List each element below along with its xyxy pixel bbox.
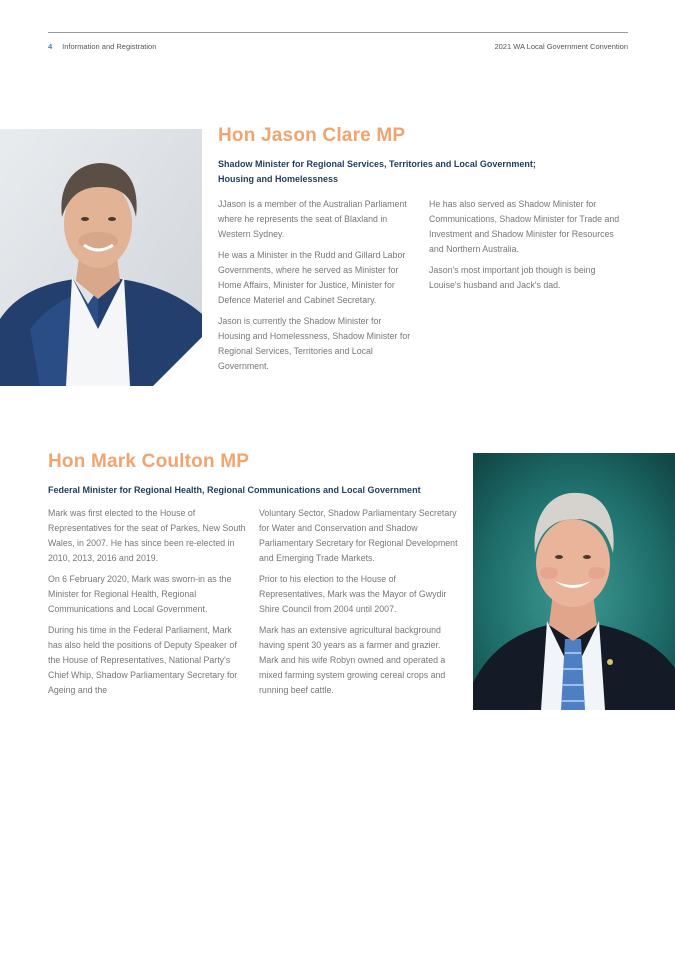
biography-column-2 bbox=[429, 197, 629, 299]
jason-clare-portrait-photo bbox=[0, 129, 202, 386]
publication-title: 2021 WA Local Government Convention bbox=[494, 42, 628, 51]
running-header-left bbox=[48, 42, 156, 51]
section-title: Information and Registration bbox=[62, 42, 157, 51]
biography-column-1 bbox=[48, 506, 246, 704]
biography-paragraph: Jason is currently the Shadow Minister for Housing and Homelessness, Shadow Minister for Regional Services, Territories and Local Government. bbox=[218, 316, 411, 371]
role-line: Shadow Minister for Regional Services, Territories and Local Government; bbox=[218, 159, 536, 169]
biography-paragraph: Mark was first elected to the House of Representatives for the seat of Parkes, New South Wales, in 2007. He has since been re-elected in 2010, 2013, 2016 and 2019. bbox=[48, 508, 246, 563]
biography-paragraph: Voluntary Sector, Shadow Parliamentary Secretary for Water and Conservation and Shadow Parliamentary Secretary for Regional Development and Emerging Trade Markets. bbox=[259, 508, 458, 563]
page-number: 4 bbox=[48, 42, 53, 51]
biography-paragraph: On 6 February 2020, Mark was sworn-in as the Minister for Regional Health, Regional Communications and Local Government. bbox=[48, 574, 232, 614]
role-line: Housing and Homelessness bbox=[218, 174, 339, 184]
role-line: Federal Minister for Regional Health, Regional Communications and Local Government bbox=[48, 485, 421, 495]
profile-name: Hon Mark Coulton MP bbox=[48, 451, 250, 472]
biography-paragraph: Prior to his election to the House of Representatives, Mark was the Mayor of Gwydir Shire Council from 2004 until 2007. bbox=[259, 574, 447, 614]
biography-column-1 bbox=[218, 197, 414, 380]
mark-coulton-portrait-photo bbox=[473, 453, 675, 710]
biography-column-2 bbox=[259, 506, 461, 704]
header-rule bbox=[48, 32, 628, 33]
biography-paragraph: During his time in the Federal Parliament, Mark has also held the positions of Deputy Speaker of the House of Representatives, National Party's Chief Whip, Shadow Parliamentary Secretary for Ageing and the bbox=[48, 625, 238, 695]
biography-paragraph: Jason's most important job though is being Louise's husband and Jack's dad. bbox=[429, 265, 596, 290]
profile-role bbox=[48, 483, 468, 498]
biography-paragraph: JJason is a member of the Australian Parliament where he represents the seat of Blaxland in Western Sydney. bbox=[218, 199, 407, 239]
profile-role bbox=[218, 157, 638, 187]
profile-name: Hon Jason Clare MP bbox=[218, 125, 406, 146]
biography-paragraph: He was a Minister in the Rudd and Gillard Labor Governments, where he served as Minister for Home Affairs, Minister for Justice, Minister for Defence Materiel and Cabinet Secretary. bbox=[218, 250, 406, 305]
biography-paragraph: Mark has an extensive agricultural background having spent 30 years as a farmer and grazier. Mark and his wife Robyn owned and operated a mixed farming system growing cereal crops and running beef cattle. bbox=[259, 625, 446, 695]
biography-paragraph: He has also served as Shadow Minister for Communications, Shadow Minister for Trade and Investment and Shadow Minister for Resources and Northern Australia. bbox=[429, 199, 620, 254]
